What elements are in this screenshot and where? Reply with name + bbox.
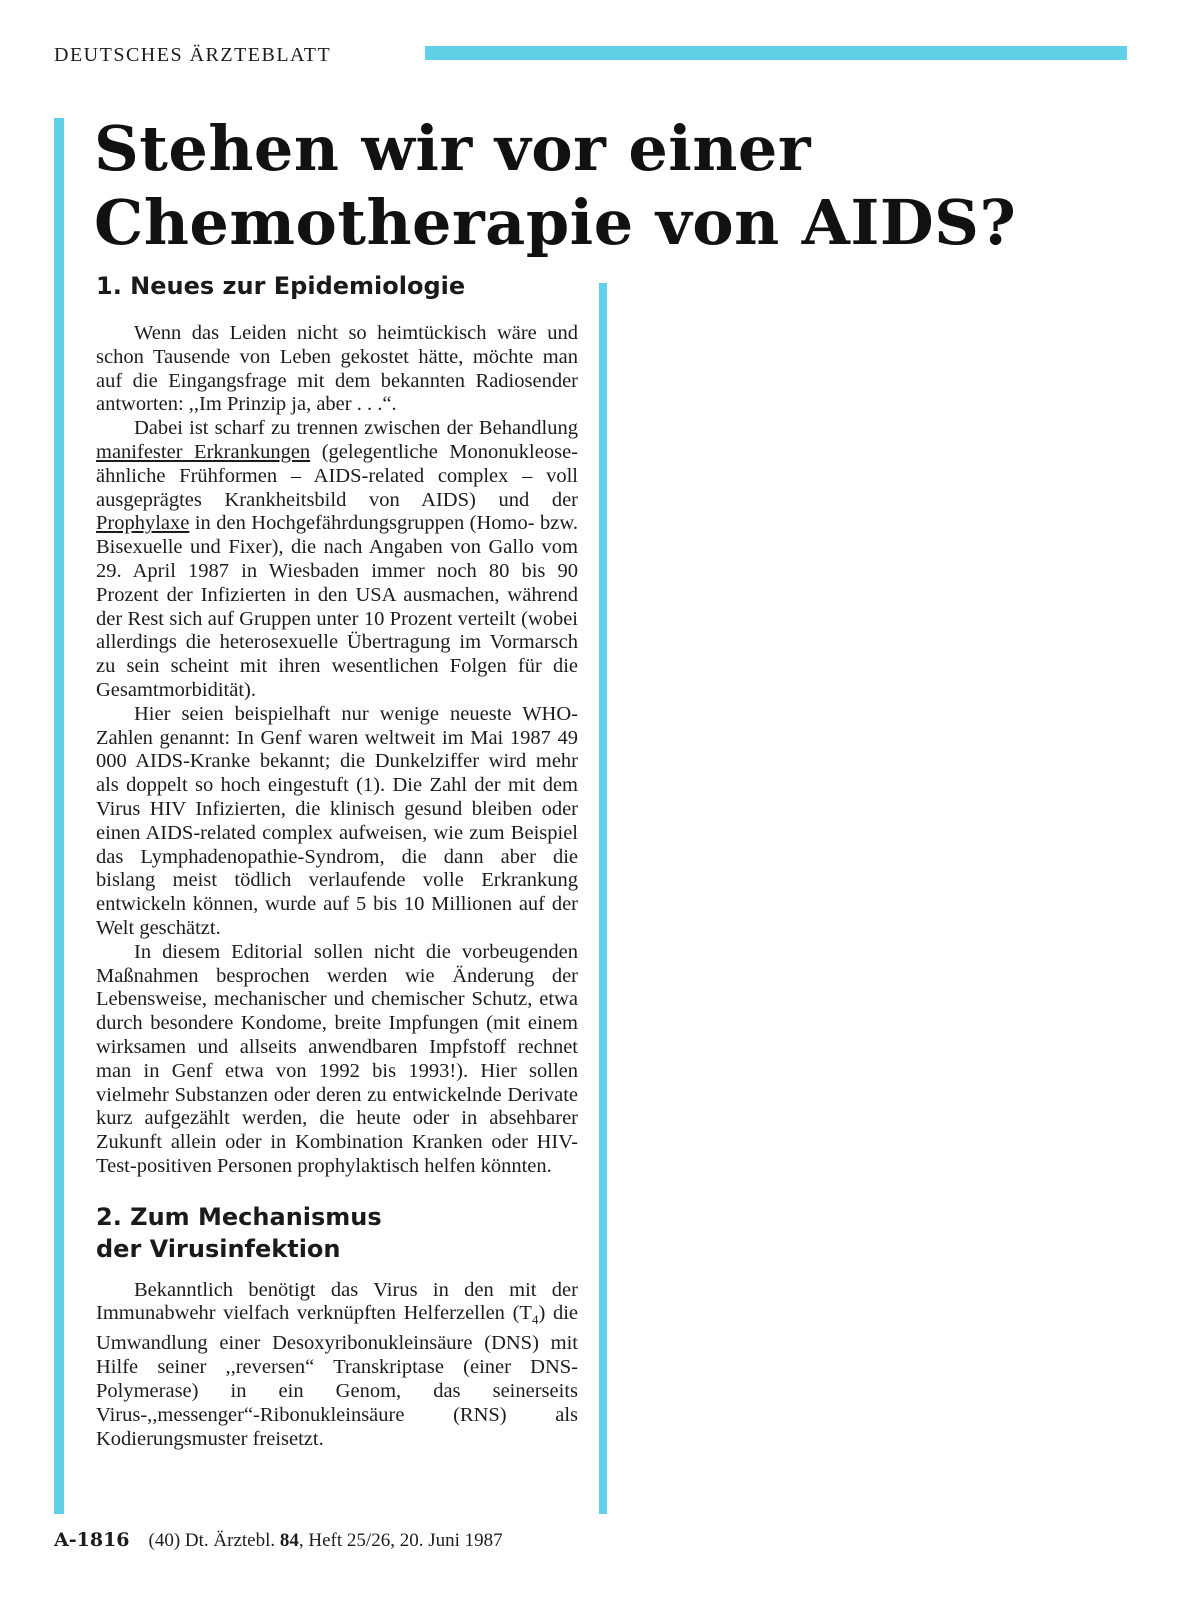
- masthead: DEUTSCHES ÄRZTEBLATT: [54, 44, 332, 66]
- issue-info-b: , Heft 25/26, 20. Juni 1987: [298, 1530, 503, 1551]
- section-1-heading: 1. Neues zur Epidemiologie: [96, 272, 466, 300]
- section-1-paragraph-2: Dabei ist scharf zu trennen zwischen der Behandlung manifester Erkrankungen (gelegentliche Mononukleose-ähnliche Frühformen – AIDS-related complex – voll ausgeprägtes Krankheitsbild von AIDS) und der Prophylaxe in den Hochgefährdungsgruppen (Homo- bzw. Bisexuelle und Fixer), die nach Angaben von Gallo vom 29. April 1987 in Wiesbaden immer noch 80 bis 90 Prozent der Infizierten in den USA ausmachen, während der Rest sich auf Gruppen unter 10 Prozent verteilt (wobei allerdings die heterosexuelle Übertragung im Vormarsch zu sein scheint mit ihren wesentlichen Folgen für die Gesamtmorbidität).: [96, 417, 579, 701]
- title-line-2: Chemotherapie von AIDS?: [94, 186, 1017, 259]
- section-1-paragraph-1: Wenn das Leiden nicht so heimtückisch wäre und schon Tausende von Leben gekostet hätte, möchte man auf die Eingangsfrage mit dem bekannten Radiosender antworten: ,,Im Prinzip ja, aber . . .“.: [96, 322, 578, 416]
- column-divider-bar: [599, 283, 607, 1514]
- underlined-term: manifester Erkrankungen: [96, 440, 311, 463]
- section-2-heading: 2. Zum Mechanismus der Virusinfektion: [96, 1202, 382, 1263]
- section-2-paragraph-1: Bekanntlich benötigt das Virus in den mit der Immunabwehr vielfach verknüpften Helferzellen $(T_4)$ die Umwandlung einer Desoxyribonukleinsäure (DNS) mit Hilfe seiner ,,reversen“ Transkriptase (einer DNS-Polymerase) in ein Genom, das seinerseits Virus-,,messenger“-Ribonukleinsäure (RNS) als Kodierungsmuster freisetzt.: [96, 1278, 578, 1450]
- section-1-paragraph-3: Hier seien beispielhaft nur wenige neueste WHO-Zahlen genannt: In Genf waren weltweit im Mai 1987 49 000 AIDS-Kranke bekannt; die Dunkelziffer wird mehr als doppelt so hoch eingestuft (1). Die Zahl der mit dem Virus HIV Infizierten, die klinisch gesund bleiben oder einen AIDS-related complex aufweisen, wie zum Beispiel das Lymphadenopathie-Syndrom, die dann aber die bislang meist tödlich verlaufende volle Erkrankung entwickeln können, wurde auf 5 bis 10 Millionen auf der Welt geschätzt.: [96, 702, 578, 939]
- title-accent-bar: [54, 118, 64, 1514]
- left-column: [96, 270, 578, 1451]
- volume-number: 84: [279, 1530, 299, 1551]
- title-line-1: Stehen wir vor einer: [94, 112, 812, 185]
- page-footer: [54, 1529, 503, 1552]
- underlined-term: Prophylaxe: [96, 512, 190, 535]
- masthead-color-bar: [425, 46, 1127, 60]
- page-number: A-1816: [54, 1529, 130, 1551]
- section-1-paragraph-4: In diesem Editorial sollen nicht die vorbeugenden Maßnahmen besprochen werden wie Änderung der Lebensweise, mechanischer und chemischer Schutz, etwa durch besondere Kondome, breite Impfungen (mit einem wirksamen und allseits anwendbaren Impfstoff rechnet man in Genf etwa von 1992 bis 1993!). Hier sollen vielmehr Substanzen oder deren zu entwickelnde Derivate kurz aufgezählt werden, die heute oder in absehbarer Zukunft allein oder in Kombination Kranken oder HIV-Test-positiven Personen prophylaktisch helfen könnten.: [96, 940, 578, 1177]
- article-title: [94, 112, 1154, 260]
- issue-info-a: (40) Dt. Ärztebl.: [148, 1530, 280, 1551]
